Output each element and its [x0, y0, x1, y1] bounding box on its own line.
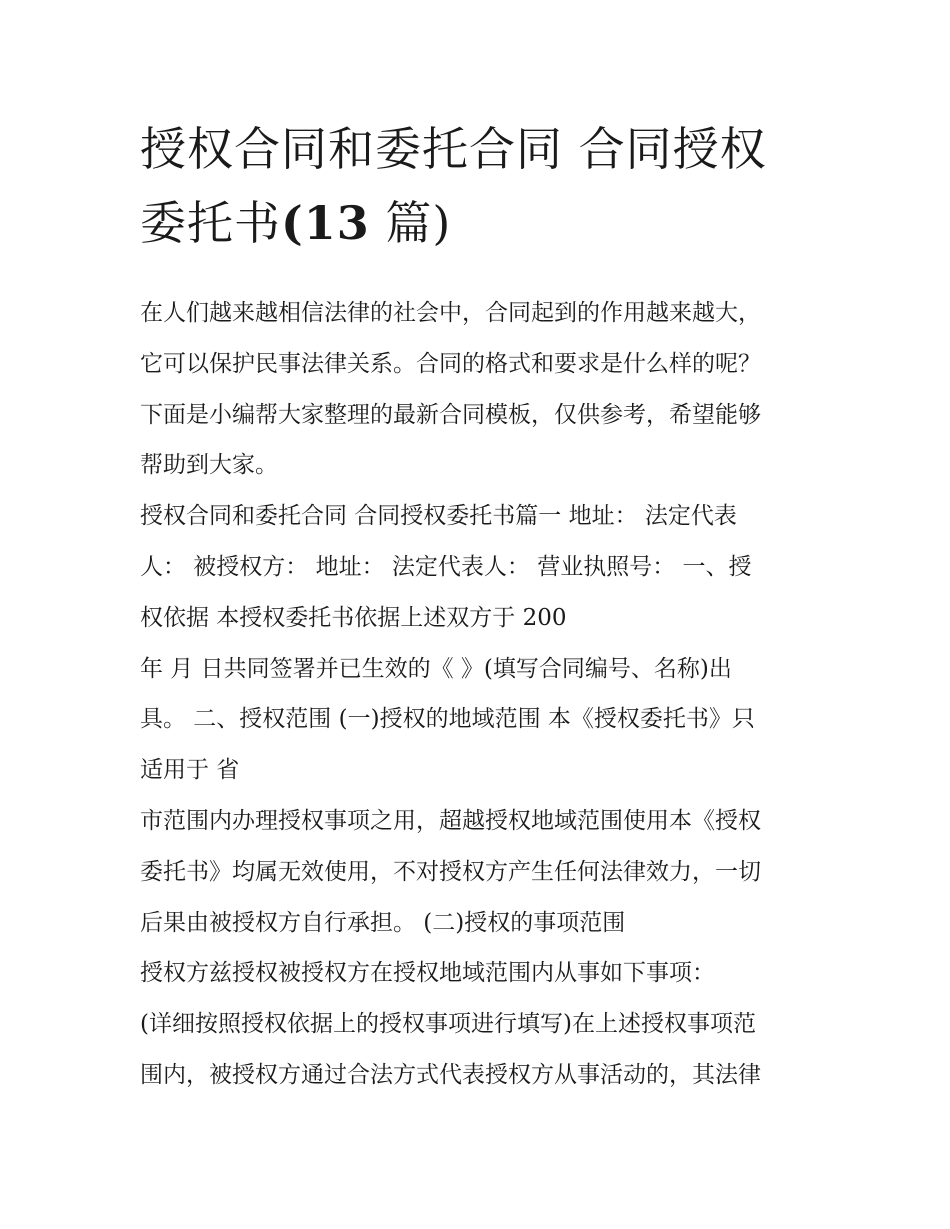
body-line: 授权合同和委托合同 合同授权委托书篇一 地址： 法定代表 — [140, 503, 737, 530]
title-count-suffix: 篇) — [369, 196, 452, 250]
body-line: 它可以保护民事法律关系。合同的格式和要求是什么样的呢？ — [140, 350, 761, 377]
body-line: 帮助到大家。 — [140, 452, 278, 479]
body-line: 具。 二、授权范围 (一)授权的地域范围 本《授权委托书》只 — [140, 706, 755, 733]
body-line: (详细按照授权依据上的授权事项进行填写)在上述授权事项范 — [140, 1011, 756, 1038]
body-line: 在人们越来越相信法律的社会中，合同起到的作用越来越大， — [140, 300, 761, 326]
body-line: 市范围内办理授权事项之用，超越授权地域范围使用本《授权 — [140, 807, 761, 834]
body-line: 年 月 日共同签署并已生效的《 》(填写合同编号、名称)出 — [140, 655, 732, 682]
body-line: 授权方兹授权被授权方在授权地域范围内从事如下事项： — [140, 960, 715, 987]
body-line: 围内，被授权方通过合法方式代表授权方从事活动的，其法律 — [140, 1061, 761, 1088]
body-line: 权依据 本授权委托书依据上述双方于 200 — [140, 604, 567, 631]
body-line: 人： 被授权方： 地址： 法定代表人： 营业执照号： 一、授 — [140, 553, 752, 580]
body-line: 后果由被授权方自行承担。 (二)授权的事项范围 — [140, 909, 626, 936]
body-line: 适用于 省 — [140, 757, 240, 784]
document-title — [140, 112, 820, 260]
title-line-1-text: 授权合同和委托合同 合同授权 — [140, 122, 767, 176]
title-count-number: (13 — [281, 196, 370, 250]
document-page — [140, 112, 820, 1101]
body-line: 下面是小编帮大家整理的最新合同模板，仅供参考，希望能够 — [140, 401, 761, 428]
document-body — [140, 288, 820, 1101]
title-line-2-text: 委托书 — [140, 196, 281, 250]
title-line-1 — [140, 112, 820, 186]
title-line-2 — [140, 186, 820, 260]
body-line: 委托书》均属无效使用，不对授权方产生任何法律效力，一切 — [140, 858, 761, 885]
